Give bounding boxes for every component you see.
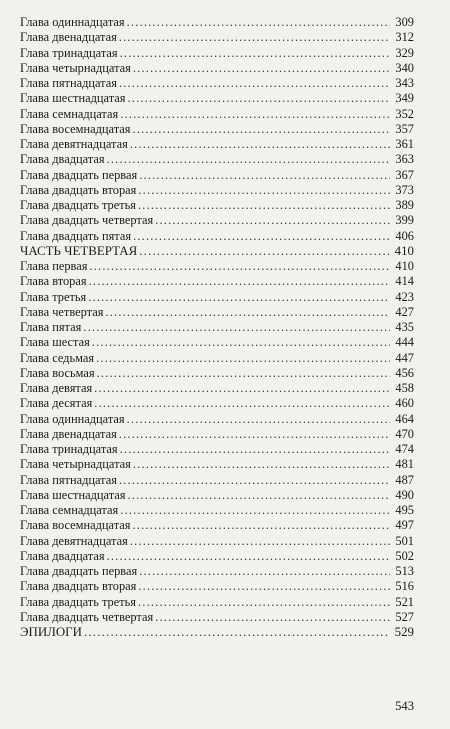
toc-entry [20, 473, 414, 488]
toc-entry-title: Глава двадцать вторая [20, 579, 137, 594]
toc-entry [20, 427, 414, 442]
dot-leader [89, 274, 390, 289]
toc-entry-title: ЧАСТЬ ЧЕТВЕРТАЯ [20, 243, 138, 258]
dot-leader [139, 564, 390, 579]
toc-entry-page: 427 [395, 304, 414, 319]
toc-entry-page: 361 [395, 137, 414, 151]
toc-entry-title: Глава двенадцатая [20, 426, 117, 441]
toc-entry-page: 340 [395, 60, 414, 75]
toc-entry [20, 534, 414, 549]
dot-leader [155, 610, 390, 625]
toc-entry [20, 579, 414, 594]
dot-leader [127, 488, 390, 503]
toc-entry [20, 412, 414, 427]
toc-entry-title: Глава семнадцатая [20, 106, 119, 121]
dot-leader [127, 91, 390, 106]
toc-entry [20, 488, 414, 503]
dot-leader [94, 381, 390, 396]
toc-entry-title: Глава восьмая [20, 365, 95, 380]
dot-leader [94, 396, 390, 411]
toc-entry-title: Глава двадцатая [20, 152, 105, 167]
toc-entry-title: Глава двадцать вторая [20, 182, 137, 197]
toc-entry-page: 458 [395, 381, 414, 395]
dot-leader [133, 229, 390, 244]
toc-entry-title: Глава тринадцатая [20, 45, 118, 60]
toc-entry-title: Глава седьмая [20, 350, 95, 365]
toc-entry [20, 122, 414, 137]
toc-entry-title: Глава девятнадцатая [20, 137, 128, 151]
dot-leader [130, 137, 390, 152]
toc-entry [20, 152, 414, 167]
toc-entry [20, 290, 414, 305]
toc-entry-page: 456 [395, 365, 414, 380]
toc-entry [20, 595, 414, 610]
dot-leader [92, 335, 390, 350]
toc-entry-title: Глава четвертая [20, 304, 104, 319]
dot-leader [119, 76, 390, 91]
toc-entry-title: Глава шестнадцатая [20, 487, 126, 502]
toc-entry [20, 335, 414, 350]
dot-leader [120, 442, 390, 457]
toc-entry-page: 414 [395, 274, 414, 289]
toc-entry-title: Глава девятнадцатая [20, 533, 128, 548]
toc-entry [20, 198, 414, 213]
page-number: 543 [395, 699, 414, 713]
toc-entry-page: 516 [395, 579, 414, 594]
dot-leader [88, 290, 390, 305]
toc-entry-title: Глава четырнадцатая [20, 457, 131, 472]
toc-entry-title: Глава двадцать пятая [20, 228, 132, 243]
dot-leader [139, 168, 390, 183]
toc-entry-title: Глава двадцать четвертая [20, 609, 154, 624]
toc-entry [20, 381, 414, 396]
toc-entry-page: 343 [395, 76, 414, 90]
toc-entry-page: 406 [395, 228, 414, 243]
toc-entry-page: 490 [395, 487, 414, 502]
toc-entry [20, 320, 414, 335]
toc-entry-page: 481 [395, 457, 414, 472]
toc-entry-title: Глава пятнадцатая [20, 472, 117, 487]
toc-entry-page: 487 [395, 472, 414, 487]
dot-leader [133, 61, 390, 76]
toc-entry-page: 513 [395, 564, 414, 578]
toc-entry [20, 46, 414, 61]
toc-entry-title: Глава одиннадцатая [20, 411, 125, 426]
toc-entry-page: 329 [395, 45, 414, 60]
toc-entry [20, 305, 414, 320]
toc-entry-page: 357 [395, 121, 414, 136]
dot-leader [119, 473, 390, 488]
toc-entry-page: 399 [395, 213, 414, 228]
dot-leader [138, 579, 390, 594]
dot-leader [105, 305, 390, 320]
toc-entry [20, 183, 414, 198]
toc-entry-page: 373 [395, 182, 414, 197]
dot-leader [84, 625, 390, 640]
dot-leader [132, 518, 390, 533]
toc-entry-page: 444 [395, 335, 414, 350]
toc-entry-title: Глава одиннадцатая [20, 15, 125, 29]
toc-entry [20, 15, 414, 30]
toc-entry [20, 351, 414, 366]
toc-entry-page: 367 [395, 167, 414, 182]
toc-entry [20, 137, 414, 152]
toc-entry [20, 168, 414, 183]
dot-leader [138, 183, 390, 198]
dot-leader [120, 503, 390, 518]
toc-entry-title: Глава двадцать первая [20, 564, 138, 578]
toc-entry-page: 474 [395, 442, 414, 456]
dot-leader [132, 122, 390, 137]
toc-entry-title: Глава десятая [20, 396, 93, 411]
toc-entry [20, 91, 414, 106]
toc-entry-title: Глава третья [20, 289, 87, 304]
toc-entry-page: 470 [395, 426, 414, 441]
toc-entry [20, 61, 414, 76]
toc-entry-page: 389 [395, 198, 414, 212]
toc-entry-title: Глава четырнадцатая [20, 60, 131, 75]
toc-entry-page: 363 [395, 152, 414, 167]
dot-leader [155, 213, 390, 228]
toc-entry-title: Глава восемнадцатая [20, 121, 131, 136]
toc-entry-page: 410 [394, 243, 414, 258]
toc-part-heading [20, 244, 414, 259]
dot-leader [107, 549, 390, 564]
dot-leader [138, 595, 390, 610]
dot-leader [107, 152, 390, 167]
toc-entry-title: Глава двадцать первая [20, 167, 138, 182]
toc-entry-page: 527 [395, 609, 414, 624]
toc-entry [20, 213, 414, 228]
toc-entry [20, 457, 414, 472]
dot-leader [127, 412, 390, 427]
toc-entry [20, 564, 414, 579]
dot-leader [138, 198, 390, 213]
toc-entry-title: Глава восемнадцатая [20, 518, 131, 533]
dot-leader [119, 427, 390, 442]
toc-entry-title: Глава пятая [20, 320, 82, 334]
dot-leader [127, 15, 390, 30]
toc-entry [20, 610, 414, 625]
dot-leader [120, 107, 390, 122]
toc-entry-title: Глава семнадцатая [20, 503, 119, 517]
toc-entry [20, 503, 414, 518]
toc-entry-title: Глава тринадцатая [20, 442, 118, 456]
toc-part-heading [20, 625, 414, 640]
toc-entry [20, 442, 414, 457]
toc-entry [20, 396, 414, 411]
toc-entry [20, 274, 414, 289]
toc-entry-title: Глава девятая [20, 381, 93, 395]
toc-entry-title: Глава двадцатая [20, 548, 105, 563]
toc-entry-title: Глава вторая [20, 274, 87, 289]
dot-leader [139, 244, 390, 259]
toc-entry-title: Глава двадцать четвертая [20, 213, 154, 228]
toc-entry [20, 30, 414, 45]
toc-entry-title: Глава двадцать третья [20, 198, 136, 212]
toc-entry-page: 460 [395, 396, 414, 411]
table-of-contents [20, 15, 414, 640]
dot-leader [133, 457, 390, 472]
toc-entry-page: 464 [395, 411, 414, 426]
toc-entry-page: 410 [395, 259, 414, 273]
dot-leader [130, 534, 390, 549]
toc-entry-page: 447 [395, 350, 414, 365]
toc-entry-title: Глава двенадцатая [20, 30, 117, 45]
toc-entry-page: 501 [395, 533, 414, 548]
toc-entry [20, 229, 414, 244]
toc-entry-page: 502 [395, 548, 414, 563]
toc-entry-title: Глава шестнадцатая [20, 91, 126, 106]
dot-leader [120, 46, 390, 61]
dot-leader [89, 259, 390, 274]
toc-entry [20, 76, 414, 91]
toc-entry [20, 107, 414, 122]
dot-leader [97, 366, 390, 381]
toc-entry-title: Глава шестая [20, 335, 90, 350]
toc-entry-page: 349 [395, 91, 414, 106]
toc-entry [20, 549, 414, 564]
toc-entry-title: Глава пятнадцатая [20, 76, 117, 90]
toc-entry-page: 495 [395, 503, 414, 517]
toc-entry-title: Глава первая [20, 259, 88, 273]
toc-entry-page: 435 [395, 320, 414, 334]
toc-entry-page: 529 [394, 625, 414, 639]
toc-entry [20, 259, 414, 274]
toc-entry-page: 497 [395, 518, 414, 533]
toc-entry-title: Глава двадцать третья [20, 594, 136, 609]
toc-entry-page: 309 [395, 15, 414, 29]
toc-entry-page: 352 [395, 106, 414, 121]
toc-entry-page: 521 [395, 594, 414, 609]
toc-entry-page: 423 [395, 289, 414, 304]
toc-entry-title: ЭПИЛОГИ [20, 625, 82, 639]
dot-leader [96, 351, 390, 366]
toc-entry [20, 518, 414, 533]
dot-leader [119, 30, 390, 45]
toc-entry [20, 366, 414, 381]
toc-entry-page: 312 [395, 30, 414, 45]
dot-leader [83, 320, 390, 335]
